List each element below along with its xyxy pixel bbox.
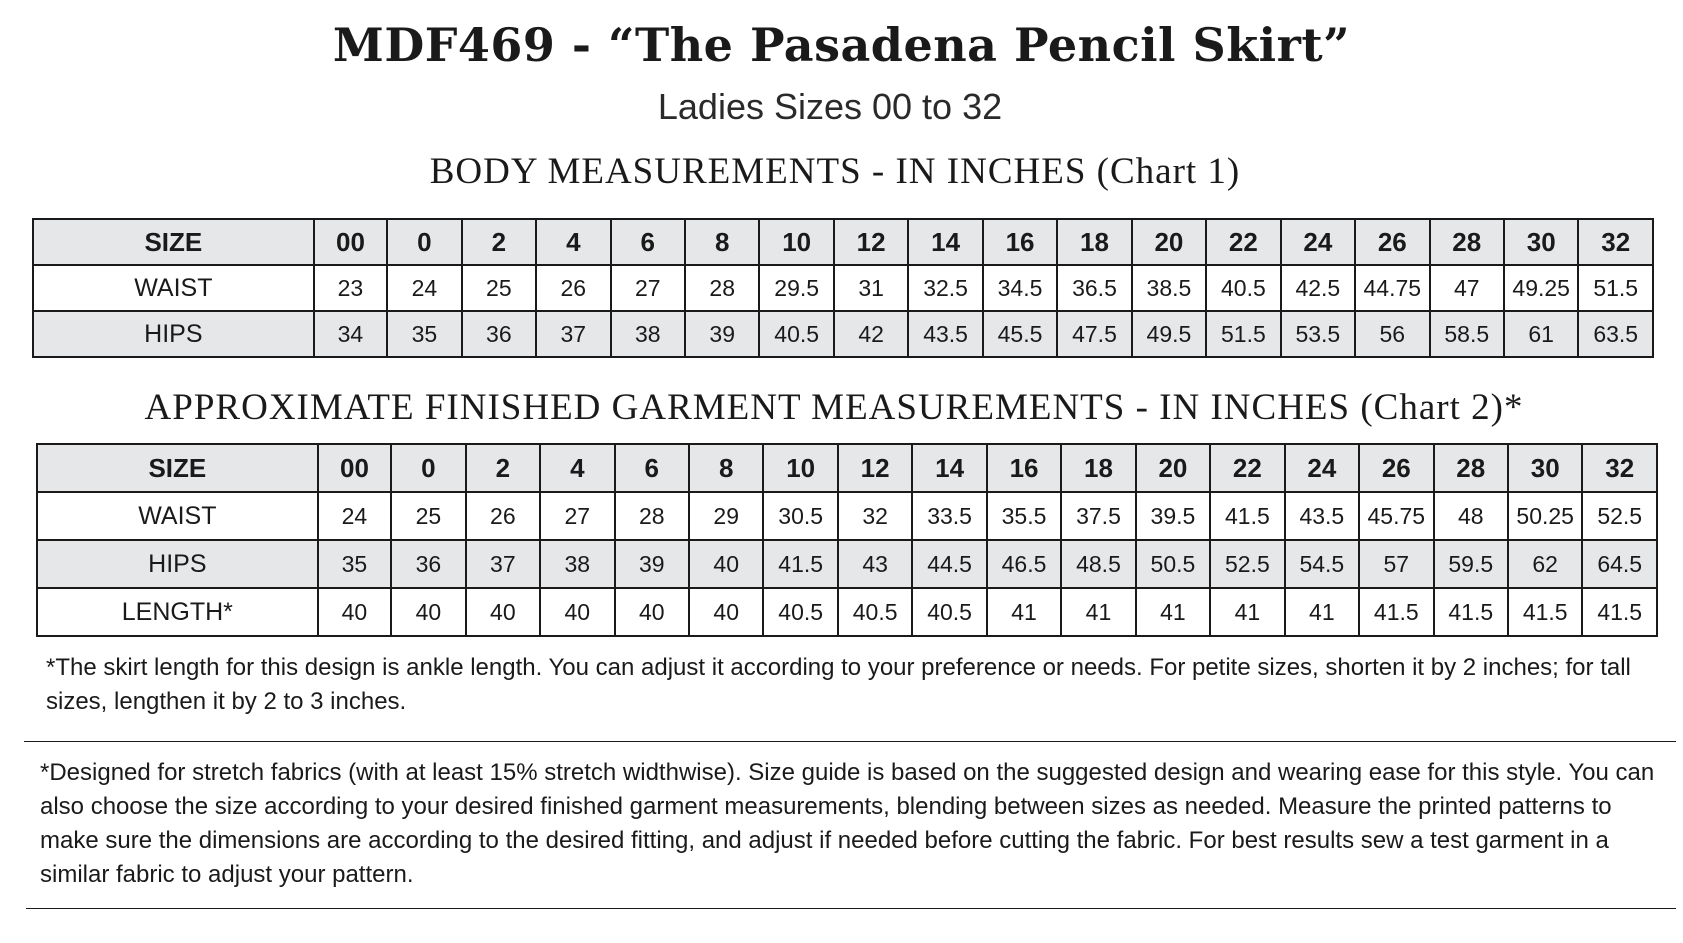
size-header-cell: 0 — [391, 444, 465, 492]
measurement-cell: 43.5 — [908, 311, 982, 357]
size-header-cell: 26 — [1355, 219, 1429, 265]
measurement-cell: 42.5 — [1281, 265, 1355, 311]
measurement-cell: 57 — [1359, 540, 1433, 588]
row-label: SIZE — [33, 219, 314, 265]
measurement-cell: 26 — [466, 492, 540, 540]
size-header-cell: 6 — [611, 219, 685, 265]
measurement-cell: 40.5 — [763, 588, 837, 636]
measurement-cell: 50.25 — [1508, 492, 1582, 540]
size-header-cell: 16 — [987, 444, 1061, 492]
measurement-cell: 64.5 — [1582, 540, 1657, 588]
chart1-heading: BODY MEASUREMENTS - IN INCHES (Chart 1) — [429, 151, 1241, 192]
table-row — [33, 265, 1653, 311]
measurement-cell: 35.5 — [987, 492, 1061, 540]
row-label: HIPS — [33, 311, 314, 357]
size-header-cell: 14 — [908, 219, 982, 265]
size-header-cell: 00 — [314, 219, 387, 265]
measurement-cell: 38.5 — [1132, 265, 1206, 311]
measurement-cell: 25 — [462, 265, 536, 311]
measurement-cell: 35 — [318, 540, 391, 588]
size-header-cell: 32 — [1578, 219, 1653, 265]
size-header-cell: 18 — [1061, 444, 1135, 492]
measurement-cell: 51.5 — [1206, 311, 1280, 357]
measurement-cell: 26 — [536, 265, 610, 311]
fabric-note: *Designed for stretch fabrics (with at least 15% stretch widthwise). Size guide is based on the suggested design and wearing ease for this style. You can also choose the size according to your desired finished garment measurements, blending between sizes as needed. Measure the printed patterns to make sure the dimensions are according to the desired fitting, and adjust if needed before cutting the fabric. For best results sew a test garment in a similar fabric to adjust your pattern. — [40, 759, 1655, 888]
measurement-cell: 41.5 — [1359, 588, 1433, 636]
row-label: WAIST — [37, 492, 318, 540]
measurement-cell: 40 — [689, 588, 763, 636]
size-header-cell: 2 — [462, 219, 536, 265]
size-header-cell: 22 — [1206, 219, 1280, 265]
measurement-cell: 58.5 — [1430, 311, 1504, 357]
measurement-cell: 29.5 — [759, 265, 833, 311]
measurement-cell: 56 — [1355, 311, 1429, 357]
measurement-cell: 45.75 — [1359, 492, 1433, 540]
size-header-cell: 10 — [763, 444, 837, 492]
measurement-cell: 37 — [466, 540, 540, 588]
page-title: MDF469 - “The Pasadena Pencil Skirt” — [332, 18, 1351, 72]
size-header-cell: 20 — [1136, 444, 1210, 492]
size-header-cell: 24 — [1285, 444, 1359, 492]
measurement-cell: 41.5 — [1210, 492, 1284, 540]
row-label: SIZE — [37, 444, 318, 492]
measurement-cell: 54.5 — [1285, 540, 1359, 588]
size-header-cell: 6 — [615, 444, 689, 492]
measurement-cell: 39 — [615, 540, 689, 588]
size-header-cell: 00 — [318, 444, 391, 492]
measurement-cell: 29 — [689, 492, 763, 540]
size-header-cell: 24 — [1281, 219, 1355, 265]
measurement-cell: 39 — [685, 311, 759, 357]
table-row — [33, 219, 1653, 265]
size-header-cell: 4 — [540, 444, 614, 492]
measurement-cell: 41.5 — [1508, 588, 1582, 636]
size-header-cell: 2 — [466, 444, 540, 492]
row-label: LENGTH* — [37, 588, 318, 636]
table-row — [37, 540, 1657, 588]
measurement-cell: 39.5 — [1136, 492, 1210, 540]
divider-bottom — [26, 908, 1676, 909]
size-header-cell: 12 — [838, 444, 912, 492]
size-header-cell: 4 — [536, 219, 610, 265]
measurement-cell: 25 — [391, 492, 465, 540]
size-header-cell: 28 — [1434, 444, 1508, 492]
measurement-cell: 37 — [536, 311, 610, 357]
measurement-cell: 27 — [540, 492, 614, 540]
measurement-cell: 47.5 — [1057, 311, 1131, 357]
measurement-cell: 40.5 — [1206, 265, 1280, 311]
measurement-cell: 27 — [611, 265, 685, 311]
measurement-cell: 34.5 — [983, 265, 1057, 311]
measurement-cell: 49.25 — [1504, 265, 1578, 311]
measurement-cell: 35 — [387, 311, 461, 357]
size-header-cell: 12 — [834, 219, 908, 265]
table-row — [33, 311, 1653, 357]
row-label: WAIST — [33, 265, 314, 311]
chart2-heading: APPROXIMATE FINISHED GARMENT MEASUREMENTS - IN INCHES (Chart 2)* — [144, 387, 1524, 428]
measurement-cell: 23 — [314, 265, 387, 311]
size-header-cell: 22 — [1210, 444, 1284, 492]
measurement-cell: 52.5 — [1210, 540, 1284, 588]
measurement-cell: 47 — [1430, 265, 1504, 311]
size-header-cell: 30 — [1504, 219, 1578, 265]
measurement-cell: 36.5 — [1057, 265, 1131, 311]
measurement-cell: 41 — [987, 588, 1061, 636]
measurement-cell: 37.5 — [1061, 492, 1135, 540]
divider-top — [24, 741, 1676, 742]
size-header-cell: 28 — [1430, 219, 1504, 265]
size-header-cell: 30 — [1508, 444, 1582, 492]
measurement-cell: 41 — [1136, 588, 1210, 636]
measurement-cell: 43 — [838, 540, 912, 588]
measurement-cell: 44.5 — [912, 540, 986, 588]
garment-measurements-table — [36, 443, 1658, 637]
measurement-cell: 41 — [1285, 588, 1359, 636]
size-header-cell: 8 — [685, 219, 759, 265]
measurement-cell: 40 — [391, 588, 465, 636]
size-header-cell: 0 — [387, 219, 461, 265]
chart1-body — [33, 219, 1653, 357]
size-header-cell: 26 — [1359, 444, 1433, 492]
measurement-cell: 24 — [318, 492, 391, 540]
size-header-cell: 8 — [689, 444, 763, 492]
measurement-cell: 51.5 — [1578, 265, 1653, 311]
size-header-cell: 20 — [1132, 219, 1206, 265]
table-row — [37, 444, 1657, 492]
measurement-cell: 61 — [1504, 311, 1578, 357]
measurement-cell: 28 — [685, 265, 759, 311]
size-header-cell: 10 — [759, 219, 833, 265]
measurement-cell: 43.5 — [1285, 492, 1359, 540]
length-note: *The skirt length for this design is ankle length. You can adjust it according to your preference or needs. For petite sizes, shorten it by 2 inches; for tall sizes, lengthen it by 2 to 3 inches. — [46, 654, 1631, 715]
measurement-cell: 38 — [540, 540, 614, 588]
measurement-cell: 48 — [1434, 492, 1508, 540]
measurement-cell: 52.5 — [1582, 492, 1657, 540]
table-row — [37, 588, 1657, 636]
measurement-cell: 30.5 — [763, 492, 837, 540]
chart2-body — [37, 444, 1657, 636]
row-label: HIPS — [37, 540, 318, 588]
measurement-cell: 41.5 — [1582, 588, 1657, 636]
size-header-cell: 14 — [912, 444, 986, 492]
measurement-cell: 33.5 — [912, 492, 986, 540]
measurement-cell: 36 — [462, 311, 536, 357]
measurement-cell: 41.5 — [1434, 588, 1508, 636]
measurement-cell: 59.5 — [1434, 540, 1508, 588]
measurement-cell: 28 — [615, 492, 689, 540]
measurement-cell: 40 — [540, 588, 614, 636]
measurement-cell: 38 — [611, 311, 685, 357]
measurement-cell: 45.5 — [983, 311, 1057, 357]
measurement-cell: 40 — [318, 588, 391, 636]
measurement-cell: 40.5 — [912, 588, 986, 636]
measurement-cell: 32 — [838, 492, 912, 540]
measurement-cell: 41.5 — [763, 540, 837, 588]
measurement-cell: 46.5 — [987, 540, 1061, 588]
measurement-cell: 40 — [615, 588, 689, 636]
measurement-cell: 41 — [1210, 588, 1284, 636]
page-subtitle: Ladies Sizes 00 to 32 — [657, 86, 1003, 127]
measurement-cell: 32.5 — [908, 265, 982, 311]
size-header-cell: 16 — [983, 219, 1057, 265]
measurement-cell: 34 — [314, 311, 387, 357]
size-header-cell: 32 — [1582, 444, 1657, 492]
measurement-cell: 53.5 — [1281, 311, 1355, 357]
body-measurements-table — [32, 218, 1654, 358]
measurement-cell: 42 — [834, 311, 908, 357]
measurement-cell: 40.5 — [838, 588, 912, 636]
measurement-cell: 40.5 — [759, 311, 833, 357]
measurement-cell: 36 — [391, 540, 465, 588]
measurement-cell: 24 — [387, 265, 461, 311]
measurement-cell: 40 — [689, 540, 763, 588]
measurement-cell: 49.5 — [1132, 311, 1206, 357]
size-header-cell: 18 — [1057, 219, 1131, 265]
measurement-cell: 40 — [466, 588, 540, 636]
measurement-cell: 44.75 — [1355, 265, 1429, 311]
measurement-cell: 41 — [1061, 588, 1135, 636]
measurement-cell: 50.5 — [1136, 540, 1210, 588]
table-row — [37, 492, 1657, 540]
measurement-cell: 62 — [1508, 540, 1582, 588]
measurement-cell: 31 — [834, 265, 908, 311]
measurement-cell: 48.5 — [1061, 540, 1135, 588]
measurement-cell: 63.5 — [1578, 311, 1653, 357]
